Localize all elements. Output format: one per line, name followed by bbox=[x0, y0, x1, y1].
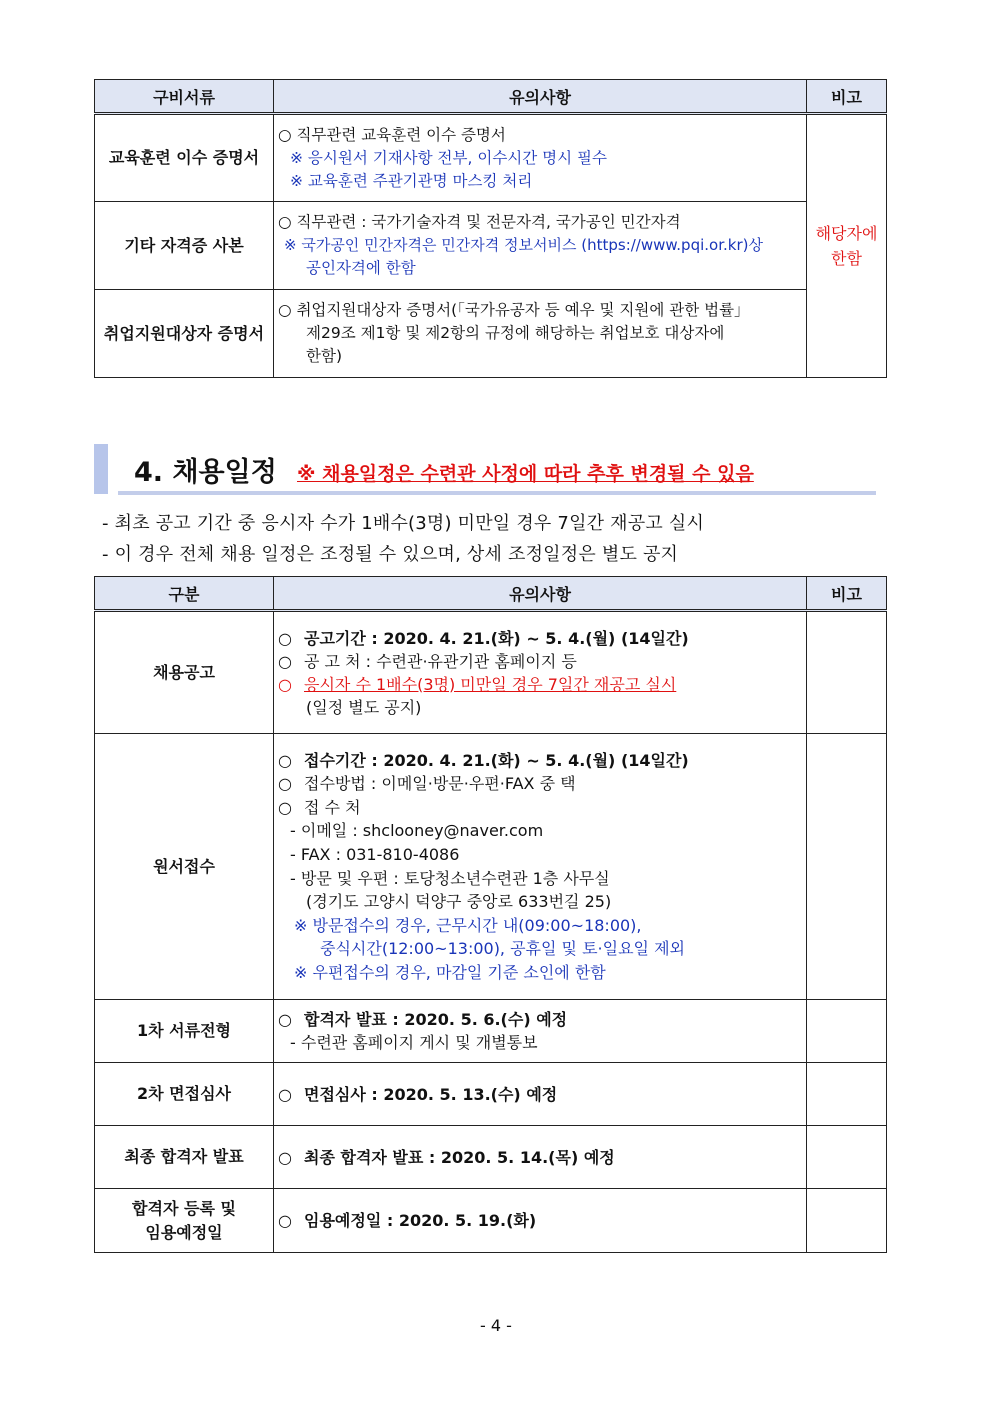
content-line: 면접심사 : 2020. 5. 13.(수) 예정 bbox=[304, 1084, 558, 1104]
content-line: ○ 직무관련 교육훈련 이수 증명서 bbox=[278, 125, 506, 144]
row-content bbox=[274, 1126, 807, 1189]
content-line: 공고기간 : 2020. 4. 21.(화) ~ 5. 4.(월) (14일간) bbox=[304, 628, 689, 648]
bullet-item: - 최초 공고 기간 중 응시자 수가 1배수(3명) 미만일 경우 7일간 재공고 실시 bbox=[102, 513, 705, 534]
schedule-table bbox=[94, 576, 887, 1253]
remarks-cell bbox=[807, 1063, 887, 1126]
remarks-cell bbox=[807, 1000, 887, 1063]
row-label: 최종 합격자 발표 bbox=[95, 1126, 274, 1189]
documents-table bbox=[94, 79, 887, 378]
content-line: 한함) bbox=[306, 347, 342, 365]
row-content bbox=[274, 202, 807, 290]
table-row bbox=[95, 1063, 887, 1126]
row-content bbox=[274, 290, 807, 378]
bullet-item: - 이 경우 전체 채용 일정은 조정될 수 있으며, 상세 조정일정은 별도 공지 bbox=[102, 544, 679, 565]
content-line: ○ 직무관련 : 국가기술자격 및 전문자격, 국가공인 민간자격 bbox=[278, 213, 681, 231]
header-notes: 유의사항 bbox=[274, 80, 807, 114]
content-line: ※ 응시원서 기재사항 전부, 이수시간 명시 필수 bbox=[290, 148, 607, 167]
table-row bbox=[95, 290, 887, 378]
remarks-cell bbox=[807, 114, 887, 378]
row-label: 교육훈련 이수 증명서 bbox=[95, 114, 274, 202]
table-row bbox=[95, 611, 887, 734]
table-row bbox=[95, 114, 887, 202]
content-line: 임용예정일 : 2020. 5. 19.(화) bbox=[304, 1211, 537, 1230]
header-documents: 구비서류 bbox=[95, 80, 274, 114]
table-row bbox=[95, 202, 887, 290]
content-line: 응시자 수 1배수(3명) 미만일 경우 7일간 재공고 실시 bbox=[304, 674, 677, 694]
row-label: 1차 서류전형 bbox=[95, 1000, 274, 1063]
content-line: 공인자격에 한함 bbox=[306, 259, 416, 277]
content-line: - FAX : 031-810-4086 bbox=[290, 844, 460, 864]
content-line: 중식시간(12:00~13:00), 공휴일 및 토·일요일 제외 bbox=[320, 939, 686, 959]
remarks-line: 해당자에 bbox=[815, 224, 878, 243]
content-line: 공 고 처 : 수련관·유관기관 홈페이지 등 bbox=[304, 651, 577, 671]
content-line: (경기도 고양시 덕양구 중앙로 633번길 25) bbox=[306, 892, 612, 912]
content-line: - 수련관 홈페이지 게시 및 개별통보 bbox=[290, 1033, 538, 1052]
circle-icon: ○ bbox=[278, 797, 292, 817]
content-line: 접 수 처 bbox=[304, 797, 361, 817]
row-content bbox=[274, 114, 807, 202]
remarks-cell bbox=[807, 1189, 887, 1253]
header-remarks: 비고 bbox=[807, 80, 887, 114]
circle-icon: ○ bbox=[278, 774, 292, 794]
header-notes: 유의사항 bbox=[274, 577, 807, 611]
row-label bbox=[95, 1189, 274, 1253]
header-remarks: 비고 bbox=[807, 577, 887, 611]
section-underline bbox=[118, 491, 876, 495]
row-content bbox=[274, 734, 807, 1000]
row-label: 원서접수 bbox=[95, 734, 274, 1000]
content-line: 접수기간 : 2020. 4. 21.(화) ~ 5. 4.(월) (14일간) bbox=[304, 750, 689, 770]
content-line: ○ 취업지원대상자 증명서(｢국가유공자 등 예우 및 지원에 관한 법률｣ bbox=[278, 301, 742, 319]
table-header-row bbox=[95, 577, 887, 611]
circle-icon: ○ bbox=[278, 651, 292, 671]
circle-icon: ○ bbox=[278, 674, 292, 694]
remarks-cell bbox=[807, 1126, 887, 1189]
row-label: 기타 자격증 사본 bbox=[95, 202, 274, 290]
content-line: 접수방법 : 이메일·방문·우편·FAX 중 택 bbox=[304, 774, 576, 794]
section-title: 4. 채용일정 bbox=[134, 457, 277, 488]
row-content bbox=[274, 1063, 807, 1126]
remarks-line: 한함 bbox=[831, 249, 862, 268]
content-line: - 방문 및 우편 : 토당청소년수련관 1층 사무실 bbox=[290, 868, 610, 888]
section-note: ※ 채용일정은 수련관 사정에 따라 추후 변경될 수 있음 bbox=[297, 463, 754, 485]
row-label: 취업지원대상자 증명서 bbox=[95, 290, 274, 378]
circle-icon: ○ bbox=[278, 1010, 292, 1029]
content-line: - 이메일 : shclooney@naver.com bbox=[290, 821, 544, 841]
circle-icon: ○ bbox=[278, 1211, 292, 1230]
row-label-line: 임용예정일 bbox=[145, 1222, 223, 1242]
row-content bbox=[274, 1189, 807, 1253]
content-line: 최종 합격자 발표 : 2020. 5. 14.(목) 예정 bbox=[304, 1147, 615, 1167]
row-label: 2차 면접심사 bbox=[95, 1063, 274, 1126]
content-line: 제29조 제1항 및 제2항의 규정에 해당하는 취업보호 대상자에 bbox=[306, 324, 725, 342]
remarks-cell bbox=[807, 734, 887, 1000]
table-row bbox=[95, 1189, 887, 1253]
content-line: ※ 방문접수의 경우, 근무시간 내(09:00~18:00), bbox=[294, 915, 642, 935]
circle-icon: ○ bbox=[278, 628, 292, 648]
row-label-line: 합격자 등록 및 bbox=[132, 1198, 236, 1218]
content-line: 합격자 발표 : 2020. 5. 6.(수) 예정 bbox=[304, 1010, 568, 1029]
content-line: ※ 교육훈련 주관기관명 마스킹 처리 bbox=[290, 171, 533, 190]
table-row bbox=[95, 734, 887, 1000]
circle-icon: ○ bbox=[278, 1084, 292, 1104]
header-category: 구분 bbox=[95, 577, 274, 611]
content-line: ※ 국가공인 민간자격은 민간자격 정보서비스 (https://www.pqi.or.kr)상 bbox=[284, 236, 763, 254]
content-line: (일정 별도 공지) bbox=[306, 697, 422, 717]
content-line: ※ 우편접수의 경우, 마감일 기준 소인에 한함 bbox=[294, 962, 606, 982]
circle-icon: ○ bbox=[278, 750, 292, 770]
circle-icon: ○ bbox=[278, 1147, 292, 1167]
row-content bbox=[274, 611, 807, 734]
table-row bbox=[95, 1126, 887, 1189]
row-label: 채용공고 bbox=[95, 611, 274, 734]
page-number: - 4 - bbox=[480, 1316, 512, 1335]
table-header-row bbox=[95, 80, 887, 114]
remarks-cell bbox=[807, 611, 887, 734]
table-row bbox=[95, 1000, 887, 1063]
section-accent-bar bbox=[94, 444, 108, 494]
row-content bbox=[274, 1000, 807, 1063]
